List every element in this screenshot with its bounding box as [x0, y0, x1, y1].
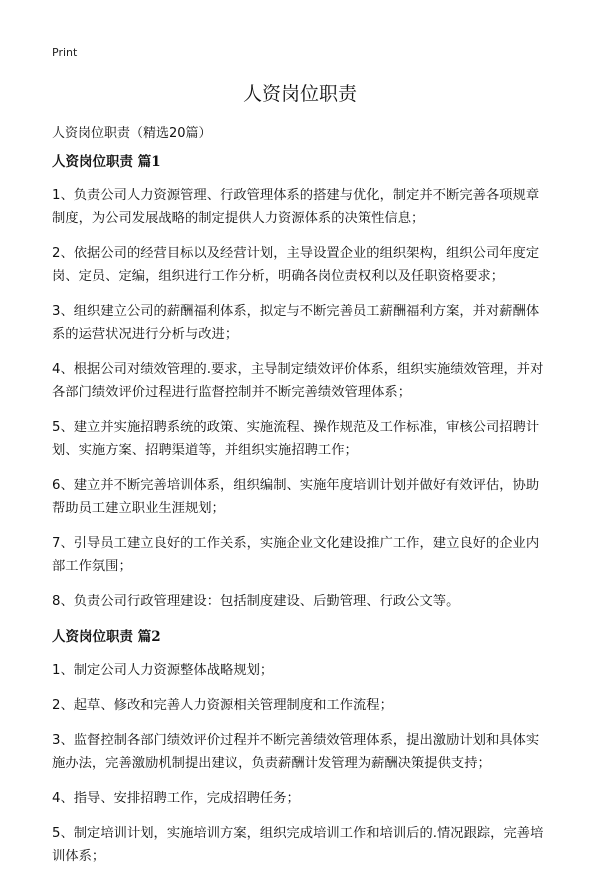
section-1	[52, 150, 552, 613]
paragraph: 1、制定公司人力资源整体战略规划；	[52, 663, 274, 678]
document-title: 人资岗位职责	[242, 83, 357, 105]
section-2	[52, 625, 552, 868]
section-heading: 人资岗位职责 篇2	[52, 629, 161, 645]
paragraph: 8、负责公司行政管理建设：包括制度建设、后勤管理、行政公文等。	[52, 594, 460, 609]
paragraph: 4、根据公司对绩效管理的.要求，主导制定绩效评价体系，组织实施绩效管理，并对各部门绩效评价过程进行监督控制并不断完善绩效管理体系；	[52, 362, 544, 400]
paragraph: 5、建立并实施招聘系统的政策、实施流程、操作规范及工作标准，审核公司招聘计划、实施方案、招聘渠道等，并组织实施招聘工作；	[52, 420, 540, 458]
paragraph: 7、引导员工建立良好的工作关系，实施企业文化建设推广工作，建立良好的企业内部工作氛围；	[52, 536, 540, 574]
print-label[interactable]: Print	[52, 46, 78, 59]
document-subtitle: 人资岗位职责（精选20篇）	[52, 126, 212, 141]
paragraph: 6、建立并不断完善培训体系，组织编制、实施年度培训计划并做好有效评估，协助帮助员工建立职业生涯规划；	[52, 478, 540, 516]
paragraph: 2、依据公司的经营目标以及经营计划，主导设置企业的组织架构，组织公司年度定岗、定员、定编，组织进行工作分析，明确各岗位责权利以及任职资格要求；	[52, 246, 540, 284]
paragraph: 2、起草、修改和完善人力资源相关管理制度和工作流程；	[52, 698, 393, 713]
paragraph: 4、指导、安排招聘工作，完成招聘任务；	[52, 791, 300, 806]
document-body	[52, 150, 552, 880]
section-heading: 人资岗位职责 篇1	[52, 154, 161, 170]
paragraph: 5、制定培训计划，实施培训方案，组织完成培训工作和培训后的.情况跟踪，完善培训体系；	[52, 826, 544, 864]
paragraph: 1、负责公司人力资源管理、行政管理体系的搭建与优化，制定并不断完善各项规章制度，为公司发展战略的制定提供人力资源体系的决策性信息；	[52, 188, 540, 226]
paragraph: 3、组织建立公司的薪酬福利体系，拟定与不断完善员工薪酬福利方案，并对薪酬体系的运营状况进行分析与改进；	[52, 304, 540, 342]
paragraph: 3、监督控制各部门绩效评价过程并不断完善绩效管理体系，提出激励计划和具体实施办法，完善激励机制提出建议，负责薪酬计发管理为薪酬决策提供支持；	[52, 733, 540, 771]
